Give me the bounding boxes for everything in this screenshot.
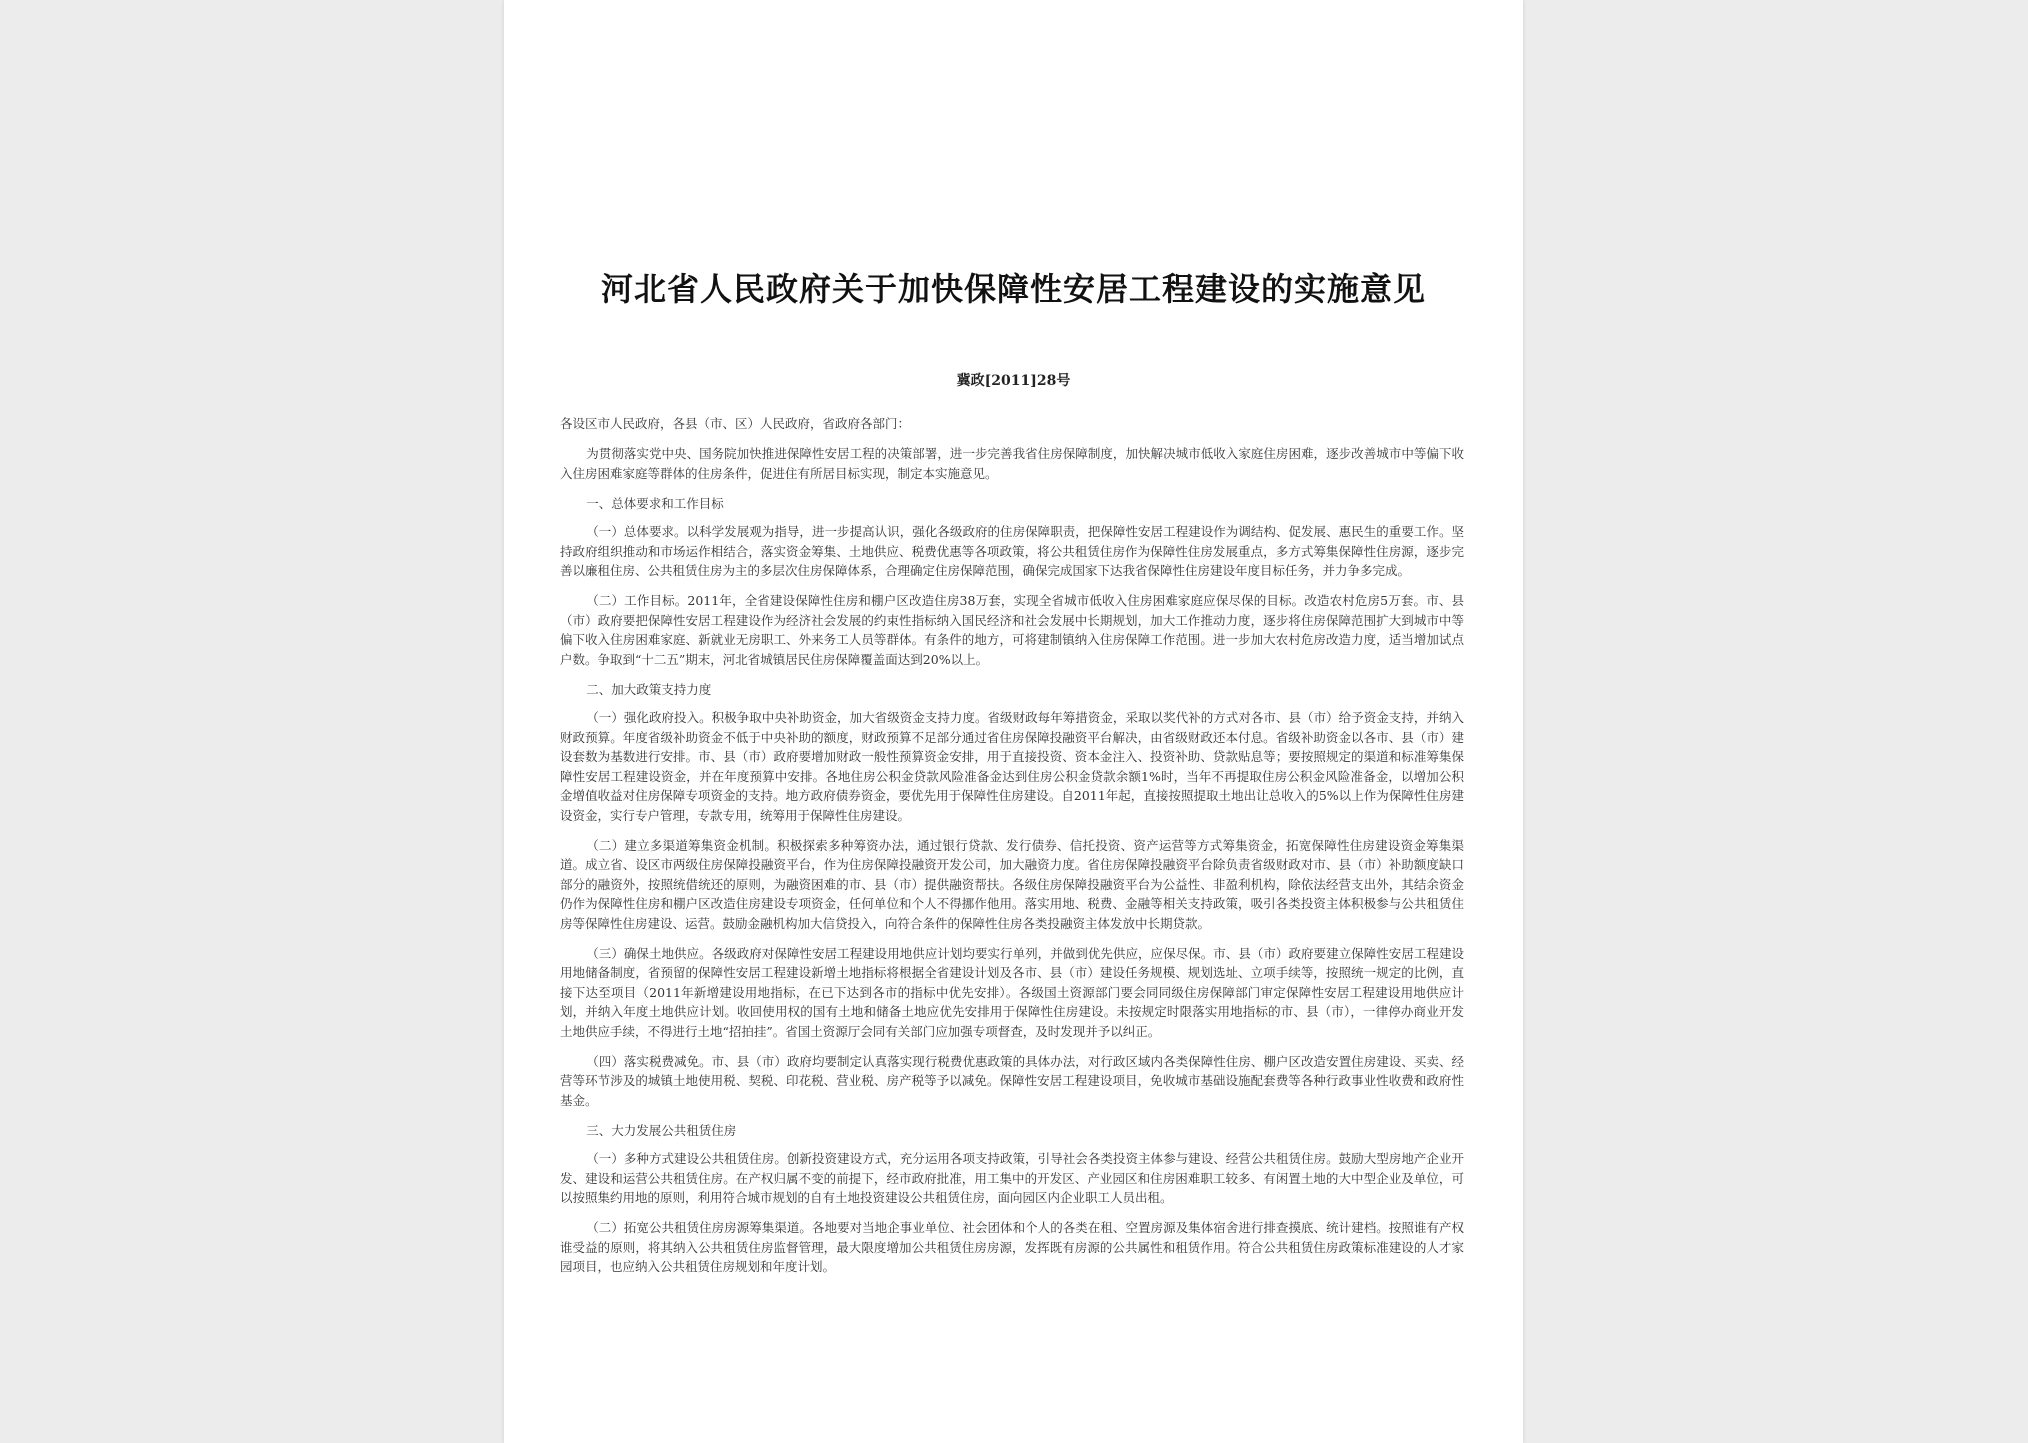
paragraph: （一）多种方式建设公共租赁住房。创新投资建设方式，充分运用各项支持政策，引导社会各类投资主体参与建设、经营公共租赁住房。鼓励大型房地产企业开发、建设和运营公共租赁住房。在产权归属不变的前提下，经市政府批准，用工集中的开发区、产业园区和住房困难职工较多、有闲置土地的大中型企业及单位，可以按照集约用地的原则，利用符合城市规划的自有土地投资建设公共租赁住房，面向园区内企业职工人员出租。 [560,1151,1464,1205]
section-heading: 三、大力发展公共租赁住房 [586,1122,737,1138]
paragraph: （二）工作目标。2011年，全省建设保障性住房和棚户区改造住房38万套，实现全省城市低收入住房困难家庭应保尽保的目标。改造农村危房5万套。市、县（市）政府要把保障性安居工程建设作为经济社会发展的约束性指标纳入国民经济和社会发展中长期规划，加大工作推动力度，逐步将住房保障范围扩大到城市中等偏下收入住房困难家庭、新就业无房职工、外来务工人员等群体。有条件的地方，可将建制镇纳入住房保障工作范围。进一步加大农村危房改造力度，适当增加试点户数。争取到“十二五”期末，河北省城镇居民住房保障覆盖面达到20%以上。 [560,593,1464,667]
document-number: 冀政[2011]28号 [956,373,1071,389]
salutation: 各设区市人民政府，各县（市、区）人民政府，省政府各部门： [560,416,911,431]
paragraph: （三）确保土地供应。各级政府对保障性安居工程建设用地供应计划均要实行单列，并做到优先供应，应保尽保。市、县（市）政府要建立保障性安居工程建设用地储备制度，省预留的保障性安居工程建设新增土地指标将根据全省建设计划及各市、县（市）建设任务规模、规划选址、立项手续等，按照统一规定的比例，直接下达至项目（2011年新增建设用地指标，在已下达到各市的指标中优先安排）。各级国土资源部门要会同同级住房保障部门审定保障性安居工程建设用地供应计划，并纳入年度土地供应计划。收回使用权的国有土地和储备土地应优先安排用于保障性住房建设。未按规定时限落实用地指标的市、县（市），一律停办商业开发土地供应手续，不得进行土地“招拍挂”。省国土资源厅会同有关部门应加强专项督查，及时发现并予以纠正。 [560,945,1464,1039]
section-heading: 二、加大政策支持力度 [586,681,712,697]
paragraph: （一）总体要求。以科学发展观为指导，进一步提高认识，强化各级政府的住房保障职责，把保障性安居工程建设作为调结构、促发展、惠民生的重要工作。坚持政府组织推动和市场运作相结合，落实资金筹集、土地供应、税费优惠等各项政策，将公共租赁住房作为保障性住房发展重点，多方式筹集保障性住房源，逐步完善以廉租住房、公共租赁住房为主的多层次住房保障体系，合理确定住房保障范围，确保完成国家下达我省保障性住房建设年度目标任务，并力争多完成。 [560,524,1464,578]
document-page [504,0,1523,1443]
paragraph: （二）拓宽公共租赁住房房源筹集渠道。各地要对当地企事业单位、社会团体和个人的各类在租、空置房源及集体宿舍进行排查摸底、统计建档。按照谁有产权谁受益的原则，将其纳入公共租赁住房监督管理，最大限度增加公共租赁住房房源，发挥既有房源的公共属性和租赁作用。符合公共租赁住房政策标准建设的人才家园项目，也应纳入公共租赁住房规划和年度计划。 [560,1220,1464,1274]
paragraph: （二）建立多渠道筹集资金机制。积极探索多种筹资办法，通过银行贷款、发行债券、信托投资、资产运营等方式筹集资金，拓宽保障性住房建设资金筹集渠道。成立省、设区市两级住房保障投融资平台，作为住房保障投融资开发公司，加大融资力度。省住房保障投融资平台除负责省级财政对市、县（市）补助额度缺口部分的融资外，按照统借统还的原则，为融资困难的市、县（市）提供融资帮扶。各级住房保障投融资平台为公益性、非盈利机构，除依法经营支出外，其结余资金仍作为保障性住房和棚户区改造住房建设专项资金，任何单位和个人不得挪作他用。落实用地、税费、金融等相关支持政策，吸引各类投资主体积极参与公共租赁住房等保障性住房建设、运营。鼓励金融机构加大信贷投入，向符合条件的保障性住房各类投融资主体发放中长期贷款。 [560,837,1464,931]
section-heading: 一、总体要求和工作目标 [586,495,724,511]
document-title: 河北省人民政府关于加快保障性安居工程建设的实施意见 [600,270,1426,308]
paragraph: （四）落实税费减免。市、县（市）政府均要制定认真落实现行税费优惠政策的具体办法，对行政区域内各类保障性住房、棚户区改造安置住房建设、买卖、经营等环节涉及的城镇土地使用税、契税、印花税、营业税、房产税等予以减免。保障性安居工程建设项目，免收城市基础设施配套费等各种行政事业性收费和政府性基金。 [560,1053,1464,1108]
paragraph: （一）强化政府投入。积极争取中央补助资金，加大省级资金支持力度。省级财政每年筹措资金，采取以奖代补的方式对各市、县（市）给予资金支持，并纳入财政预算。年度省级补助资金不低于中央补助的额度，财政预算不足部分通过省住房保障投融资平台解决，由省级财政还本付息。省级补助资金以各市、县（市）建设套数为基数进行安排。市、县（市）政府要增加财政一般性预算资金安排，用于直接投资、资本金注入、投资补助、贷款贴息等；要按照规定的渠道和标准筹集保障性安居工程建设资金，并在年度预算中安排。各地住房公积金贷款风险准备金达到住房公积金贷款余额1%时，当年不再提取住房公积金风险准备金，以增加公积金增值收益对住房保障专项资金的支持。地方政府债券资金，要优先用于保障性住房建设。自2011年起，直接按照提取土地出让总收入的5%以上作为保障性住房建设资金，实行专户管理，专款专用，统筹用于保障性住房建设。 [560,710,1464,823]
intro-paragraph: 为贯彻落实党中央、国务院加快推进保障性安居工程的决策部署，进一步完善我省住房保障制度，加快解决城市低收入家庭住房困难，逐步改善城市中等偏下收入住房困难家庭等群体的住房条件，促进住有所居目标实现，制定本实施意见。 [560,446,1464,481]
document-body [560,414,1464,1287]
